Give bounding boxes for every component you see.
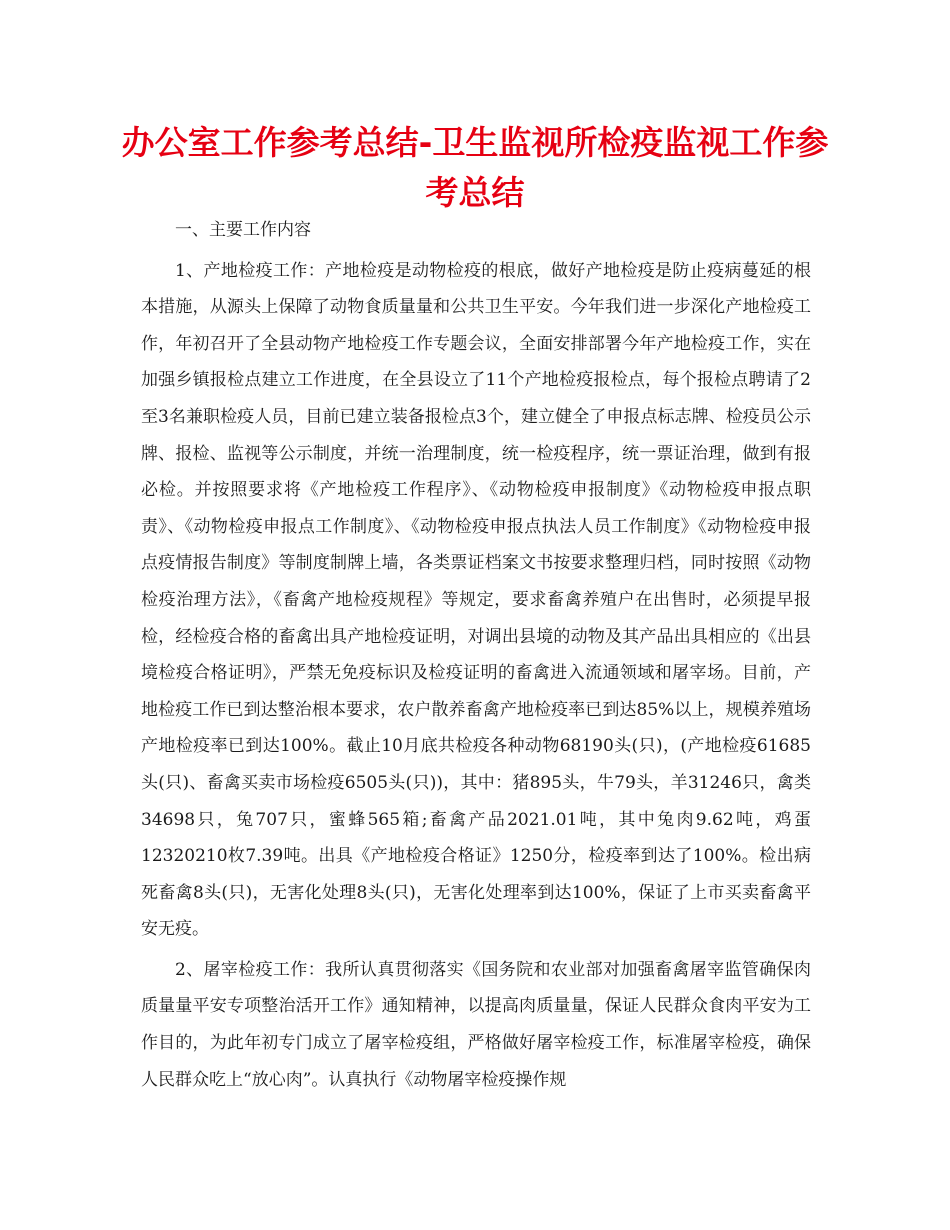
- document-body: [141, 212, 811, 1098]
- paragraph-origin-inspection: 1、产地检疫工作：产地检疫是动物检疫的根底，做好产地检疫是防止疫病蔓延的根本措施，从源头上保障了动物食质量量和公共卫生平安。今年我们进一步深化产地检疫工作，年初召开了全县动物产地检疫工作专题会议，全面安排部署今年产地检疫工作，实在加强乡镇报检点建立工作进度，在全县设立了11个产地检疫报检点，每个报检点聘请了2至3名兼职检疫人员，目前已建立装备报检点3个，建立健全了申报点标志牌、检疫员公示牌、报检、监视等公示制度，并统一治理制度，统一检疫程序，统一票证治理，做到有报必检。并按照要求将《产地检疫工作程序》、《动物检疫申报制度》《动物检疫申报点职责》、《动物检疫申报点工作制度》、《动物检疫申报点执法人员工作制度》《动物检疫申报点疫情报告制度》等制度制牌上墙，各类票证档案文书按要求整理归档，同时按照《动物检疫治理方法》，《畜禽产地检疫规程》等规定，要求畜禽养殖户在出售时，必须提早报检，经检疫合格的畜禽出具产地检疫证明，对调出县境的动物及其产品出具相应的《出县境检疫合格证明》，严禁无免疫标识及检疫证明的畜禽进入流通领域和屠宰场。目前，产地检疫工作已到达整治根本要求，农户散养畜禽产地检疫率已到达85%以上，规模养殖场产地检疫率已到达100%。截止10月底共检疫各种动物68190头(只)，(产地检疫61685头(只)、畜禽买卖市场检疫6505头(只))，其中：猪895头，牛79头，羊31246只，禽类34698只，兔707只，蜜蜂565箱;畜禽产品2021.01吨，其中兔肉9.62吨，鸡蛋12320210枚7.39吨。出具《产地检疫合格证》1250分，检疫率到达了100%。检出病死畜禽8头(只)，无害化处理8头(只)，无害化处理率到达100%，保证了上市买卖畜禽平安无疫。: [141, 260, 811, 940]
- paragraph-slaughter-inspection: 2、屠宰检疫工作：我所认真贯彻落实《国务院和农业部对加强畜禽屠宰监管确保肉质量量平安专项整治活开工作》通知精神，以提高肉质量量，保证人民群众食肉平安为工作目的，为此年初专门成立了屠宰检疫组，严格做好屠宰检疫工作，标准屠宰检疫，确保人民群众吃上“放心肉”。认真执行《动物屠宰检疫操作规: [141, 959, 811, 1090]
- document-title: 办公室工作参考总结-卫生监视所检疫监视工作参考总结: [121, 123, 829, 212]
- section-heading: 一、主要工作内容: [175, 220, 311, 240]
